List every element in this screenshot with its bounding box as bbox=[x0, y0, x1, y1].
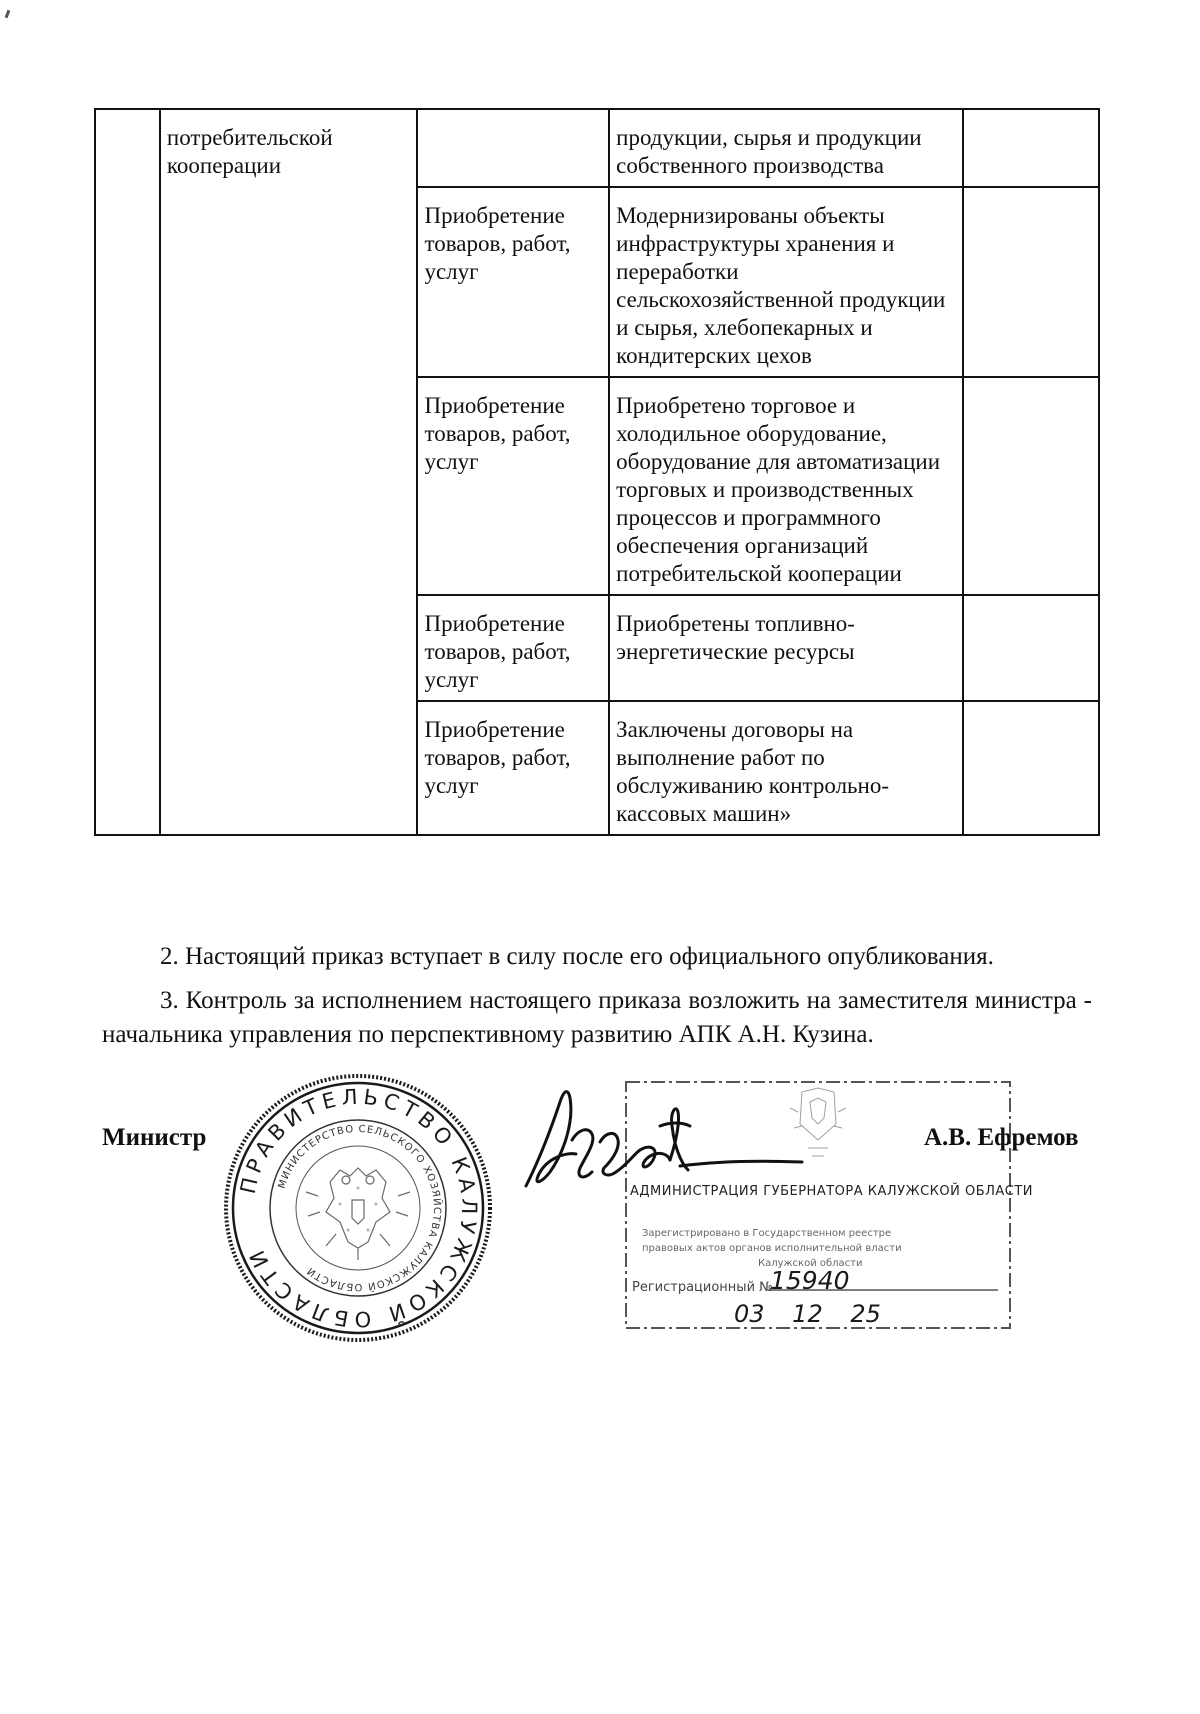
table-cell-result bbox=[609, 109, 963, 187]
scan-mark bbox=[5, 10, 11, 19]
table-cell-result bbox=[609, 595, 963, 701]
table-cell-organization bbox=[160, 187, 418, 377]
seal-inner-text: МИНИСТЕРСТВО СЕЛЬСКОГО ХОЗЯЙСТВА КАЛУЖСКОЙ ОБЛАСТИ bbox=[276, 1123, 443, 1293]
handwritten-signature-icon bbox=[520, 1082, 810, 1202]
table-cell-organization bbox=[160, 595, 418, 701]
table-cell-note bbox=[963, 377, 1099, 595]
order-clauses bbox=[102, 940, 1092, 1062]
table-cell-result bbox=[609, 701, 963, 835]
table-cell-note bbox=[963, 595, 1099, 701]
table-cell-organization bbox=[160, 701, 418, 835]
result-text: Заключены договоры на выполнение работ по обслуживанию контрольно-кассовых машин» bbox=[616, 717, 890, 826]
table-cell-expense-type bbox=[417, 377, 609, 595]
table-cell-organization bbox=[160, 377, 418, 595]
table-cell-number bbox=[95, 187, 160, 377]
table-row bbox=[95, 701, 1099, 835]
clause-3: 3. Контроль за исполнением настоящего приказа возложить на заместителя министра - начальника управления по перспективному развитию АПК А.Н. Кузина. bbox=[102, 987, 1092, 1048]
table-cell-expense-type bbox=[417, 109, 609, 187]
signer-name: А.В. Ефремов bbox=[924, 1124, 1079, 1151]
clause-2: 2. Настоящий приказ вступает в силу после его официального опубликования. bbox=[160, 943, 994, 970]
table-cell-number bbox=[95, 109, 160, 187]
table-cell-note bbox=[963, 187, 1099, 377]
result-text: Приобретено торговое и холодильное оборудование, оборудование для автоматизации торговых и производственных процессов и программного обеспечения организаций потребительской кооперации bbox=[616, 393, 941, 586]
table-cell-expense-type bbox=[417, 701, 609, 835]
expense-table bbox=[94, 108, 1100, 836]
organization-text: потребительской кооперации bbox=[166, 125, 333, 178]
table-cell-expense-type bbox=[417, 595, 609, 701]
result-text: продукции, сырья и продукции собственного производства bbox=[616, 125, 922, 178]
result-text: Приобретены топливно-энергетические ресурсы bbox=[616, 611, 855, 664]
table-cell-number bbox=[95, 377, 160, 595]
expense-type-text: Приобретение товаров, работ, услуг bbox=[424, 393, 571, 474]
official-seal-icon bbox=[222, 1072, 494, 1344]
expense-type-text: Приобретение товаров, работ, услуг bbox=[424, 611, 571, 692]
table-cell-number bbox=[95, 595, 160, 701]
svg-text:ПРАВИТЕЛЬСТВО КАЛУЖСКОЙ ОБЛАСТ bbox=[236, 1085, 481, 1332]
svg-text:МИНИСТЕРСТВО СЕЛЬСКОГО ХОЗЯЙСТ bbox=[277, 1124, 444, 1294]
table-row bbox=[95, 187, 1099, 377]
table-cell-result bbox=[609, 377, 963, 595]
expense-type-text: Приобретение товаров, работ, услуг bbox=[424, 717, 571, 798]
table-cell-expense-type bbox=[417, 187, 609, 377]
table-row bbox=[95, 595, 1099, 701]
stamp-number-label: Регистрационный № bbox=[632, 1280, 773, 1295]
table-cell-note bbox=[963, 109, 1099, 187]
seal-outer-text: ПРАВИТЕЛЬСТВО КАЛУЖСКОЙ ОБЛАСТИ bbox=[235, 1084, 482, 1332]
signer-title: Министр bbox=[102, 1124, 207, 1151]
expense-type-text: Приобретение товаров, работ, услуг bbox=[424, 203, 571, 284]
result-text: Модернизированы объекты инфраструктуры хранения и переработки сельскохозяйственной продукции и сырья, хлебопекарных и кондитерских цехов bbox=[616, 203, 946, 368]
table-cell-result bbox=[609, 187, 963, 377]
table-cell-organization bbox=[160, 109, 418, 187]
table-cell-note bbox=[963, 701, 1099, 835]
stamp-line-1: Зарегистрировано в Государственном реестре bbox=[642, 1228, 892, 1239]
table-cell-number bbox=[95, 701, 160, 835]
stamp-header: АДМИНИСТРАЦИЯ ГУБЕРНАТОРА КАЛУЖСКОЙ ОБЛАСТИ bbox=[630, 1184, 1034, 1199]
table-row bbox=[95, 377, 1099, 595]
table-row bbox=[95, 109, 1099, 187]
stamp-line-3: Калужской области bbox=[758, 1258, 863, 1269]
registration-date: 03 12 25 bbox=[734, 1300, 881, 1328]
registration-number: 15940 bbox=[770, 1266, 850, 1295]
stamp-line-2: правовых актов органов исполнительной власти bbox=[642, 1243, 902, 1254]
